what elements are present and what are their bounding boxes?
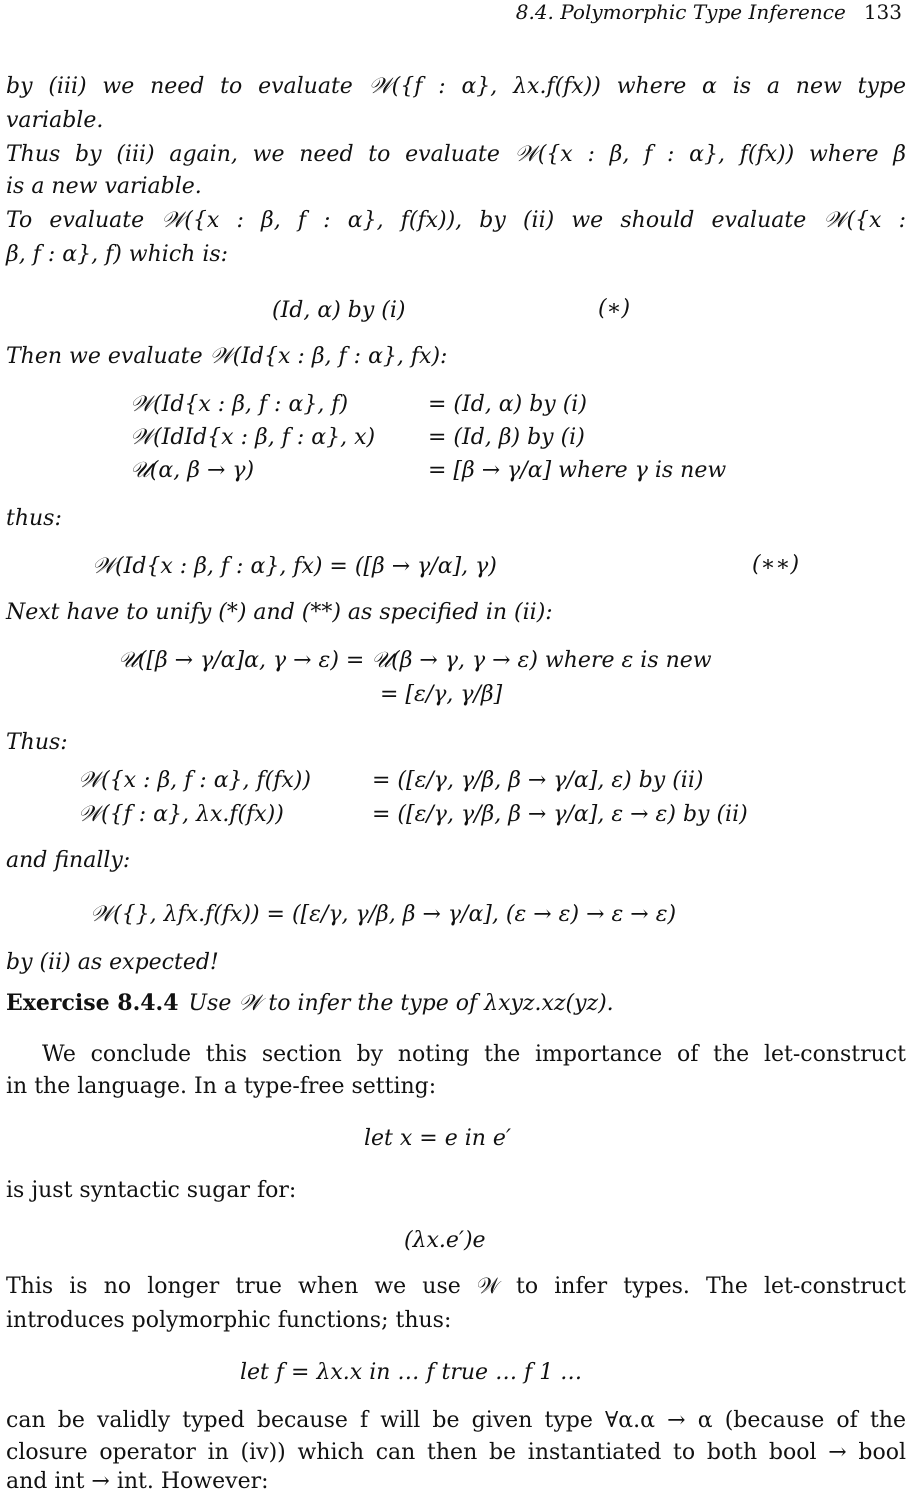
eq-w2-rhs: = (Id, β) by (i) (428, 425, 585, 450)
equation-final: 𝒲({}, λfx.f(fx)) = ([ε/γ, γ/β, β → γ/α], (ε → ε) → ε → ε) (90, 902, 677, 927)
text-line: variable. (6, 108, 104, 133)
eq-w2-lhs: 𝒲(IdId{x : β, f : α}, x) (130, 425, 376, 450)
text-line: by (ii) as expected! (6, 950, 219, 975)
running-header (516, 0, 902, 24)
body-text-line: and int → int. However: (6, 1469, 269, 1494)
body-text-line: This is no longer true when we use 𝒲 to infer types. The let-construct (6, 1274, 906, 1299)
exercise-label: Exercise 8.4.4 (6, 990, 179, 1016)
equation-double-star: 𝒲(Id{x : β, f : α}, fx) = ([β → γ/α], γ) (92, 554, 497, 579)
eq-w1-lhs: 𝒲(Id{x : β, f : α}, f) (130, 392, 349, 417)
eq-unify-1: 𝒰([β → γ/α]α, γ → ε) = 𝒰(β → γ, γ → ε) where ε is new (118, 648, 712, 673)
text-line: Then we evaluate 𝒲(Id{x : β, f : α}, fx): (6, 344, 448, 369)
text-line: thus: (6, 506, 62, 531)
equation-tag-star: (∗) (598, 296, 631, 321)
eq-t2-rhs: = ([ε/γ, γ/β, β → γ/α], ε → ε) by (ii) (372, 802, 748, 827)
equation-tag-double-star: (∗∗) (752, 552, 800, 577)
let-f-expression: let f = λx.x in … f true … f 1 … (240, 1360, 583, 1385)
eq-t1-rhs: = ([ε/γ, γ/β, β → γ/α], ε) by (ii) (372, 768, 704, 793)
eq-w1-rhs: = (Id, α) by (i) (428, 392, 587, 417)
text-line: To evaluate 𝒲({x : β, f : α}, f(fx)), by (ii) we should evaluate 𝒲({x : (6, 208, 906, 233)
eq-u1-rhs: = [β → γ/α] where γ is new (428, 458, 727, 483)
text-line: is a new variable. (6, 174, 202, 199)
eq-u1-lhs: 𝒰(α, β → γ) (130, 458, 255, 483)
page-number: 133 (863, 0, 902, 24)
body-text-line: can be validly typed because f will be given type ∀α.α → α (because of the (6, 1408, 906, 1433)
body-text-line: closure operator in (iv)) which can then be instantiated to both bool → bool (6, 1440, 906, 1465)
text-line: Thus: (6, 730, 68, 755)
eq-t1-lhs: 𝒲({x : β, f : α}, f(fx)) (78, 768, 311, 793)
eq-t2-lhs: 𝒲({f : α}, λx.f(fx)) (78, 802, 284, 827)
let-expression: let x = e in e′ (364, 1126, 511, 1151)
equation-star: (Id, α) by (i) (272, 298, 406, 323)
body-text-line: in the language. In a type-free setting: (6, 1074, 437, 1099)
text-line: and finally: (6, 848, 131, 873)
text-line: Thus by (iii) again, we need to evaluate 𝒲({x : β, f : α}, f(fx)) where β (6, 142, 906, 167)
text-line: β, f : α}, f) which is: (6, 242, 229, 267)
text-line: by (iii) we need to evaluate 𝒲({f : α}, λx.f(fx)) where α is a new type (6, 74, 906, 99)
lambda-expression: (λx.e′)e (404, 1228, 486, 1253)
text-line: Next have to unify (*) and (**) as specified in (ii): (6, 600, 553, 625)
body-text-line: We conclude this section by noting the importance of the let-construct (42, 1042, 906, 1067)
section-title: 8.4. Polymorphic Type Inference (515, 0, 846, 24)
body-text-line: introduces polymorphic functions; thus: (6, 1308, 452, 1333)
exercise-text: Use 𝒲 to infer the type of λxyz.xz(yz). (188, 991, 614, 1016)
eq-unify-2: = [ε/γ, γ/β] (380, 682, 503, 707)
exercise (6, 990, 614, 1016)
body-text-line: is just syntactic sugar for: (6, 1178, 297, 1203)
